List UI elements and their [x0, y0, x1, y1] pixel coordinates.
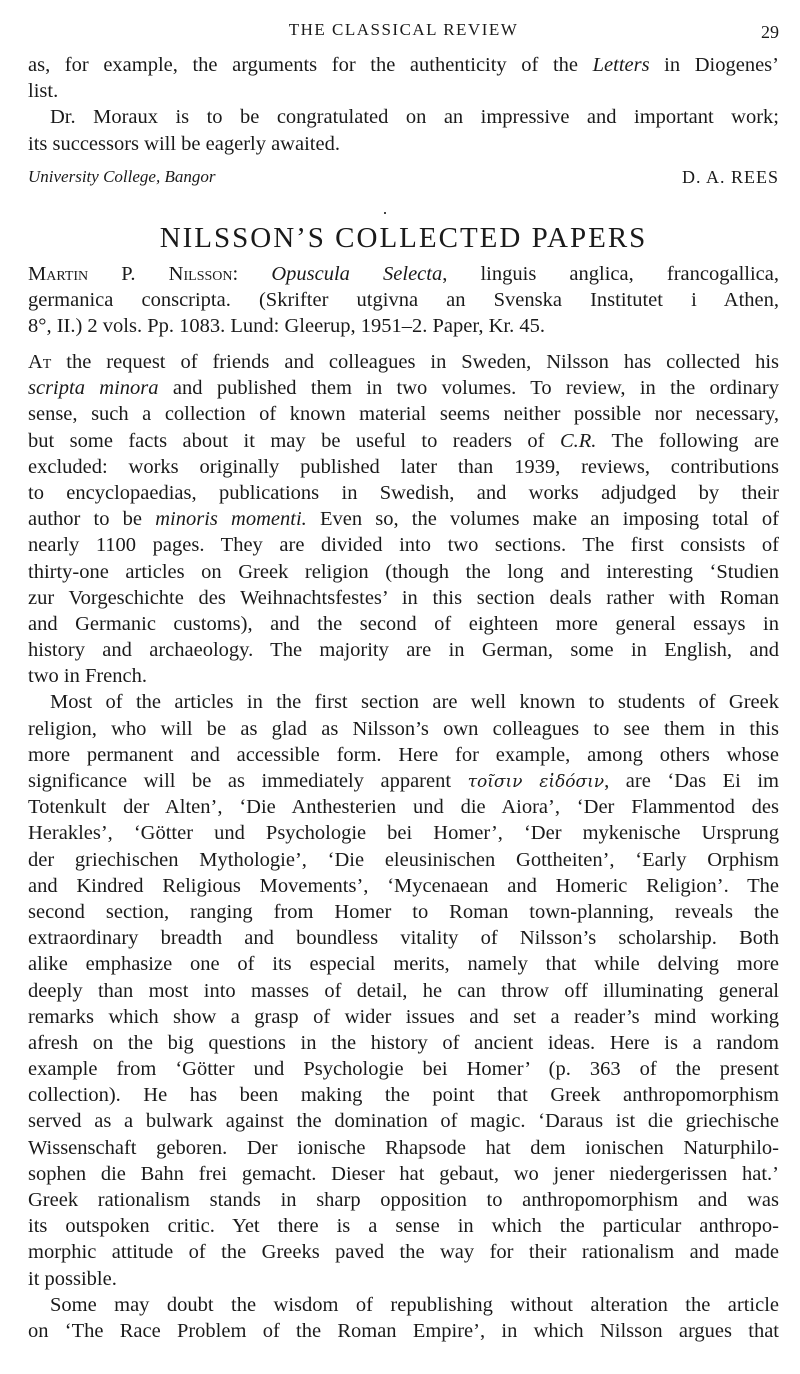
text-run: germanica conscripta. (Skrifter utgivna an Svenska Institutet i Athen,	[28, 289, 779, 312]
text-line	[28, 454, 779, 480]
text-line	[28, 794, 779, 820]
text-line	[28, 689, 779, 715]
review-signoff	[28, 167, 779, 193]
text-run: its outspoken critic. Yet there is a sense in which the particular anthropo-	[28, 1215, 779, 1238]
text-run: history and archaeology. The majority are in German, some in English, and	[28, 639, 779, 662]
text-line	[28, 1318, 779, 1344]
text-run: , are ‘Das Ei im	[604, 770, 779, 792]
text-run: nearly 1100 pages. They are divided into two sections. The first consists of	[28, 534, 779, 557]
text-line	[28, 1161, 779, 1187]
text-run: Dr. Moraux is to be congratulated on an impressive and important work;	[50, 106, 779, 129]
text-line	[28, 873, 779, 899]
text-run: thirty-one articles on Greek religion (though the long and interesting ‘Studien	[28, 560, 779, 583]
text-run: and Germanic customs), and the second of eighteen more general essays in	[28, 612, 779, 635]
text-run: it possible.	[28, 1267, 117, 1290]
text-line	[28, 131, 779, 157]
text-run: extraordinary breadth and boundless vitality of Nilsson’s scholarship. Both	[28, 927, 779, 950]
paragraph	[28, 261, 779, 340]
text-line	[28, 375, 779, 401]
text-line	[28, 506, 779, 532]
text-run: second section, ranging from Homer to Roman town-planning, reveals the	[28, 900, 779, 923]
text-run: list.	[28, 80, 59, 103]
text-line	[28, 313, 779, 339]
book-citation	[28, 261, 779, 340]
text-run: afresh on the big questions in the history of ancient ideas. Here is a random	[28, 1031, 779, 1054]
text-line	[28, 716, 779, 742]
journal-title: THE CLASSICAL REVIEW	[288, 20, 519, 39]
text-run: :	[232, 263, 272, 285]
text-line	[28, 1187, 779, 1213]
text-line	[28, 1082, 779, 1108]
text-run: served as a bulwark against the domination of magic. ‘Daraus ist die griechische	[28, 1110, 779, 1133]
text-run: der griechischen Mythologie’, ‘Die eleusinischen Gottheiten’, ‘Early Orphism	[28, 848, 779, 871]
text-line	[28, 287, 779, 313]
text-line	[28, 104, 779, 130]
text-run: the request of friends and colleagues in Sweden, Nilsson has collected his	[51, 351, 779, 373]
text-run: Most of the articles in the first section are well known to students of Greek	[50, 691, 779, 714]
text-run: as, for example, the arguments for the authenticity of the	[28, 54, 593, 76]
text-run: its successors will be eagerly awaited.	[28, 132, 340, 155]
text-run: example from ‘Götter und Psychologie bei Homer’ (p. 363 of the present	[28, 1058, 779, 1081]
greek-text: τοῖσιν εἰδόσιν	[467, 772, 605, 792]
paragraph	[28, 1292, 779, 1344]
text-line	[28, 768, 779, 794]
text-line	[28, 52, 779, 78]
text-line	[28, 1292, 779, 1318]
text-line	[28, 480, 779, 506]
separator-dot	[384, 212, 386, 214]
text-line	[28, 1135, 779, 1161]
paragraph	[28, 349, 779, 689]
text-line	[28, 663, 779, 689]
text-run: on ‘The Race Problem of the Roman Empire’, in which Nilsson argues that	[28, 1319, 779, 1342]
text-line	[28, 261, 779, 287]
text-line	[28, 1266, 779, 1292]
text-run: and published them in two volumes. To review, in the ordinary	[158, 377, 779, 400]
text-run: morphic attitude of the Greeks paved the way for their rationalism and made	[28, 1241, 779, 1264]
reviewer-affiliation: University College, Bangor	[28, 167, 216, 186]
italic-text: minoris momenti.	[155, 508, 307, 531]
text-line	[28, 1030, 779, 1056]
text-line	[28, 1108, 779, 1134]
text-line	[28, 1056, 779, 1082]
italic-text: scripta minora	[28, 377, 159, 400]
text-line	[28, 742, 779, 768]
text-line	[28, 532, 779, 558]
running-head	[28, 20, 779, 46]
text-run: Greek rationalism stands in sharp opposition to anthropomorphism and was	[28, 1189, 779, 1211]
text-run: sense, such a collection of known material seems neither possible nor necessary,	[28, 403, 779, 426]
text-run: zur Vorgeschichte des Weihnachtsfestes’ in this section deals rather with Roman	[28, 586, 779, 609]
text-run: in Diogenes’	[649, 54, 779, 76]
small-caps-text: At	[28, 351, 52, 373]
text-line	[28, 951, 779, 977]
text-run: religion, who will be as glad as Nilsson’s own colleagues to see them in this	[28, 717, 779, 740]
text-run: author to be	[28, 508, 156, 531]
text-run: excluded: works originally published later than 1939, reviews, contributions	[28, 455, 779, 478]
text-run: but some facts about it may be useful to readers of	[28, 429, 560, 452]
small-caps-text: Martin P. Nilsson	[28, 263, 233, 285]
text-run: , linguis anglica, francogallica,	[442, 263, 779, 285]
text-line	[28, 401, 779, 427]
text-line	[28, 559, 779, 585]
italic-text: Letters	[592, 54, 650, 76]
text-run: Totenkult der Alten’, ‘Die Anthesterien und die Aiora’, ‘Der Flammentod des	[28, 796, 779, 819]
paragraph	[28, 689, 779, 1291]
paragraph	[28, 104, 779, 156]
previous-review-ending	[28, 52, 779, 157]
text-run: Some may doubt the wisdom of republishing without alteration the article	[50, 1293, 779, 1316]
italic-text: C.R.	[559, 429, 597, 452]
reviewer-name: D. A. REES	[681, 167, 779, 187]
text-run: and Kindred Religious Movements’, ‘Mycenaean and Homeric Religion’. The	[28, 874, 779, 897]
text-run: alike emphasize one of its especial merits, namely that while delving more	[28, 953, 779, 976]
article-title: NILSSON’S COLLECTED PAPERS	[159, 222, 648, 254]
text-run: deeply than most into masses of detail, he can throw off illuminating general	[28, 979, 779, 1002]
text-run: two in French.	[28, 665, 147, 688]
text-line	[28, 585, 779, 611]
text-line	[28, 1004, 779, 1030]
text-line	[28, 349, 779, 375]
text-run: remarks which show a grasp of wider issues and set a reader’s mind working	[28, 1005, 779, 1028]
text-line	[28, 978, 779, 1004]
text-line	[28, 925, 779, 951]
text-run: Herakles’, ‘Götter und Psychologie bei Homer’, ‘Der mykenische Ursprung	[28, 822, 779, 845]
paragraph	[28, 52, 779, 104]
text-run: collection). He has been making the point that Greek anthropomorphism	[28, 1084, 779, 1107]
text-run: Wissenschaft geboren. Der ionische Rhapsode hat dem ionischen Naturphilo-	[28, 1136, 779, 1159]
text-line	[28, 1239, 779, 1265]
text-run: significance will be as immediately apparent	[28, 770, 468, 792]
text-run: more permanent and accessible form. Here for example, among others whose	[28, 743, 779, 766]
text-line	[28, 428, 779, 454]
text-line	[28, 611, 779, 637]
text-line	[28, 847, 779, 873]
article-body	[28, 349, 779, 1344]
text-line	[28, 899, 779, 925]
text-run: Even so, the volumes make an imposing total of	[306, 508, 779, 531]
text-run: sophen die Bahn frei gemacht. Dieser hat gebaut, wo jener niedergerissen hat.’	[28, 1162, 779, 1185]
text-line	[28, 820, 779, 846]
text-line	[28, 637, 779, 663]
italic-text: Opuscula Selecta	[271, 263, 443, 285]
page-number: 29	[761, 22, 779, 42]
text-line	[28, 1213, 779, 1239]
text-run: 8°, II.) 2 vols. Pp. 1083. Lund: Gleerup, 1951–2. Paper, Kr. 45.	[28, 315, 545, 338]
text-line	[28, 78, 779, 104]
text-run: The following are	[596, 429, 780, 452]
text-run: to encyclopaedias, publications in Swedish, and works adjudged by their	[28, 481, 779, 504]
